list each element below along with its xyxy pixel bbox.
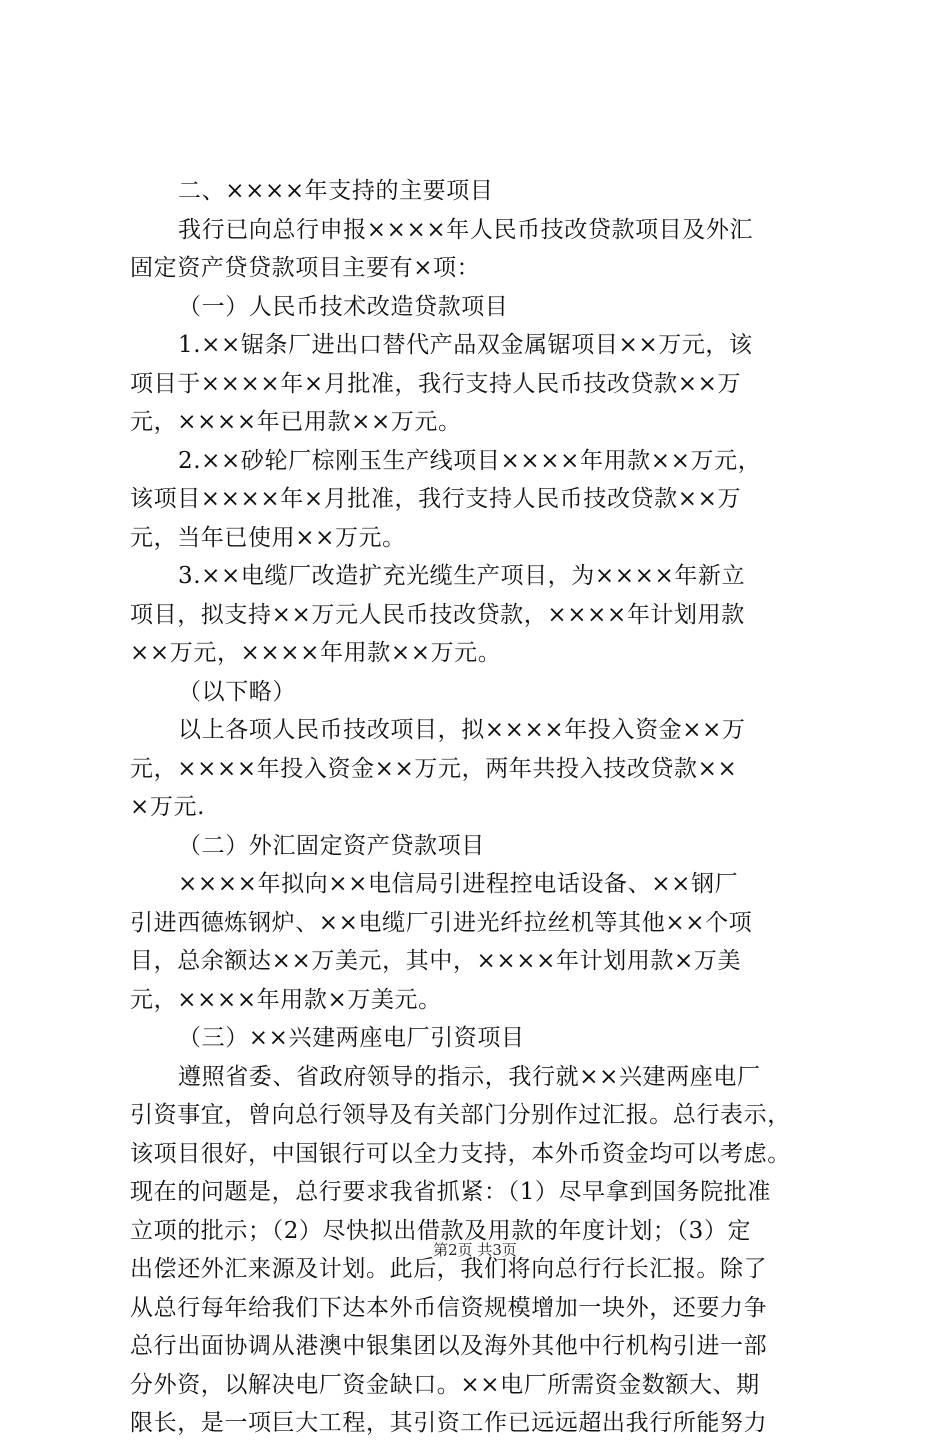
text-line: 现在的问题是，总行要求我省抓紧：（1）尽早拿到国务院批准 [130, 1179, 771, 1205]
text-line: 分外资，以解决电厂资金缺口。××电厂所需资金数额大、期 [130, 1371, 760, 1398]
text-line: 元，××××年用款×万美元。 [130, 986, 442, 1013]
text-line: 3.××电缆厂改造扩充光缆生产项目，为××××年新立 [178, 563, 746, 589]
text-line: ××万元，××××年用款××万元。 [130, 640, 502, 666]
text-line: 该项目很好，中国银行可以全力支持，本外币资金均可以考虑。 [130, 1140, 791, 1167]
text-line: 遵照省委、省政府领导的指示，我行就××兴建两座电厂 [178, 1063, 761, 1090]
text-line: 立项的批示；（2）尽快拟出借款及用款的年度计划；（3）定 [130, 1217, 752, 1244]
text-line: 固定资产贷贷款项目主要有×项： [130, 255, 481, 281]
text-line: 1.××锯条厂进出口替代产品双金属锯项目××万元，该 [178, 332, 753, 358]
text-line: ×万元. [130, 794, 205, 820]
text-line: 引资事宜，曾向总行领导及有关部门分别作过汇报。总行表示， [130, 1102, 791, 1128]
text-line: 2.××砂轮厂棕刚玉生产线项目××××年用款××万元， [178, 447, 762, 474]
text-line: 从总行每年给我们下达本外币信资规模增加一块外，还要力争 [130, 1294, 768, 1321]
text-line: 元，××××年投入资金××万元，两年共投入技改贷款×× [130, 755, 738, 782]
text-line: 项目于××××年×月批准，我行支持人民币技改贷款××万 [130, 370, 742, 397]
text-line: 二、××××年支持的主要项目 [178, 178, 494, 204]
text-line: 目，总余额达××万美元，其中，××××年计划用款×万美 [130, 948, 742, 974]
text-line: （三）××兴建两座电厂引资项目 [178, 1025, 525, 1051]
text-line: （一）人民币技术改造贷款项目 [178, 293, 509, 320]
text-line: 元，××××年已用款××万元。 [130, 409, 462, 435]
text-line: ××××年拟向××电信局引进程控电话设备、××钢厂 [178, 871, 739, 897]
text-line: （以下略） [178, 678, 296, 705]
text-line: 出偿还外汇来源及计划。此后，我们将向总行行长汇报。除了 [130, 1256, 768, 1282]
text-line: （二）外汇固定资产贷款项目 [178, 832, 485, 859]
text-line: 该项目××××年×月批准，我行支持人民币技改贷款××万 [130, 486, 742, 512]
text-line: 限长，是一项巨大工程，其引资工作已远远超出我行所能努力 [130, 1410, 768, 1436]
text-line: 总行出面协调从港澳中银集团以及海外其他中行机构引进一部 [130, 1333, 768, 1359]
text-line: 我行已向总行申报××××年人民币技改贷款项目及外汇 [178, 216, 754, 243]
text-line: 引进西德炼钢炉、××电缆厂引进光纤拉丝机等其他××个项 [130, 909, 753, 936]
text-line: 以上各项人民币技改项目，拟××××年投入资金××万 [178, 717, 746, 743]
page-footer: 第2页 共3页 [433, 1241, 517, 1259]
text-line: 元，当年已使用××万元。 [130, 524, 406, 551]
text-line: 项目，拟支持××万元人民币技改贷款，××××年计划用款 [130, 601, 745, 628]
